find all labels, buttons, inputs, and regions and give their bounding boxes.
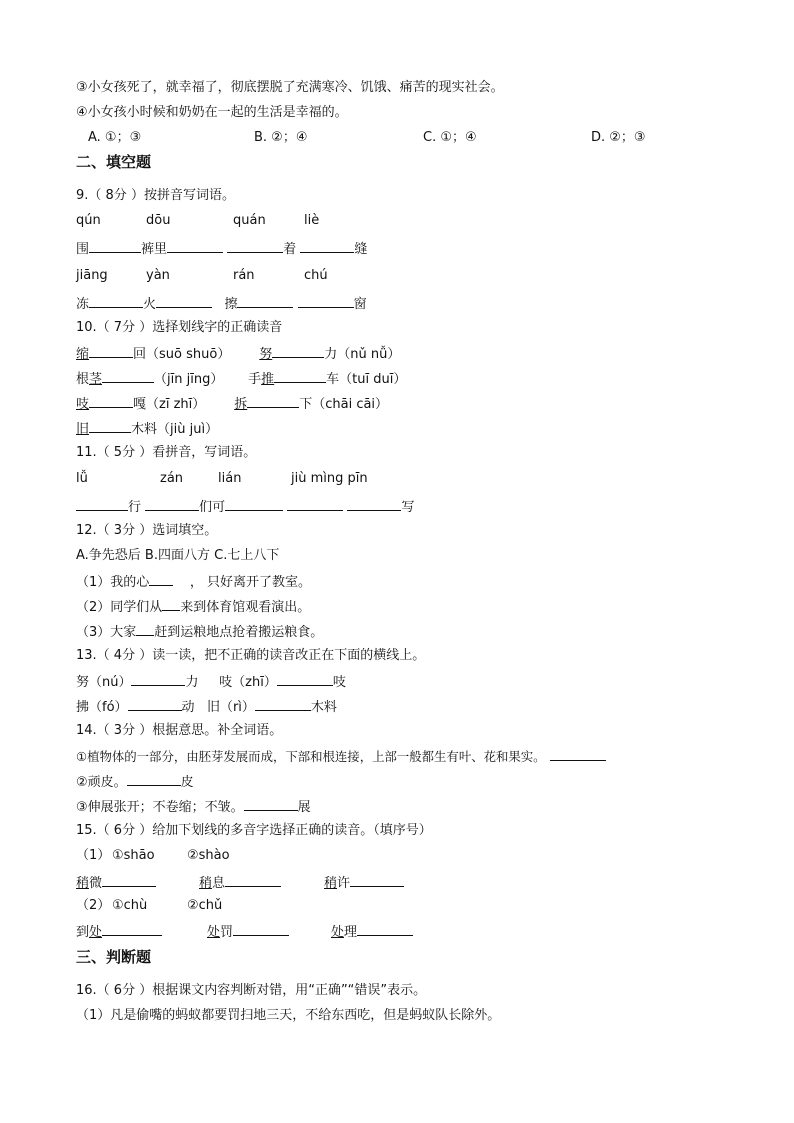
q10-row3 [76, 394, 388, 412]
q11-char: 写 [401, 500, 415, 515]
underlined-char: 旧 [76, 422, 90, 437]
q10-text: 力（nǔ nǚ） [324, 347, 401, 362]
underlined-char: 处 [207, 925, 221, 940]
q13-row1 [76, 672, 346, 690]
q8-statement-3: ③小女孩死了，就幸福了，彻底摆脱了充满寒冷、饥饿、痛苦的现实社会。 [76, 80, 504, 95]
answer-blank[interactable] [89, 394, 133, 408]
q14-text: ③伸展张开；不卷缩；不皱。 [76, 800, 244, 815]
answer-blank[interactable] [244, 797, 298, 811]
q8-statement-4: ④小女孩小时候和奶奶在一起的生活是幸福的。 [76, 105, 348, 120]
answer-blank[interactable] [89, 294, 143, 308]
q10-text: （jīn jīng） [154, 372, 224, 387]
q10-text: 根 [76, 372, 90, 387]
q9-pinyin: rán [233, 268, 255, 283]
q11-char: 行 [128, 500, 142, 515]
q15-word [76, 922, 162, 942]
q10-text: 车（tuī duī） [326, 372, 407, 387]
q15-option: ②shào [187, 848, 230, 863]
q11-stem: 11.（ 5分 ）看拼音，写词语。 [76, 445, 257, 460]
q14-item-3 [76, 797, 311, 815]
q8-option-a: A. ①；③ [88, 130, 142, 145]
section-heading-fill-in: 二、填空题 [76, 153, 152, 171]
q15-text: 许 [337, 876, 351, 891]
q8-option-c: C. ①；④ [423, 130, 477, 145]
q14-text: 皮 [180, 775, 194, 790]
q10-text: 下（chāi cāi） [299, 397, 389, 412]
underlined-char: 吱 [76, 397, 90, 412]
q10-row1 [76, 344, 400, 362]
q12-sentence-3 [76, 622, 323, 640]
section-heading-judgment: 三、判断题 [76, 948, 152, 966]
q9-char: 擦 [224, 297, 238, 312]
q11-char: 们可 [199, 500, 226, 515]
q16-statement-1: （1）凡是偷嘴的蚂蚁都要罚扫地三天，不给东西吃，但是蚂蚁队长除外。 [76, 1008, 501, 1023]
answer-blank[interactable] [550, 747, 606, 761]
q9-row1 [76, 239, 367, 257]
answer-blank[interactable] [277, 672, 333, 686]
answer-blank[interactable] [89, 239, 141, 253]
q11-row [76, 497, 414, 515]
answer-blank[interactable] [102, 922, 162, 936]
answer-blank[interactable] [76, 497, 128, 511]
q9-pinyin: quán [233, 213, 266, 228]
q11-pinyin: zán [160, 471, 184, 486]
underlined-char: 处 [89, 925, 103, 940]
answer-blank[interactable] [255, 697, 311, 711]
q12-text: 赶到运粮地点抢着搬运粮食。 [154, 625, 324, 640]
q11-pinyin: lián [218, 471, 242, 486]
q9-pinyin: chú [304, 268, 328, 283]
underlined-char: 稍 [324, 876, 338, 891]
q14-text: ②顽皮。 [76, 775, 127, 790]
answer-blank[interactable] [89, 344, 133, 358]
q10-text: 手 [248, 372, 262, 387]
underlined-char: 稍 [76, 876, 90, 891]
q15-group1-label: （1） [76, 848, 111, 863]
underlined-char: 缩 [76, 347, 90, 362]
answer-blank[interactable] [145, 497, 199, 511]
q13-text: 努（nú） [76, 675, 132, 690]
answer-blank[interactable] [225, 497, 283, 511]
q12-sentence-2 [76, 597, 310, 615]
q13-text: 旧（rì） [206, 700, 255, 715]
answer-blank[interactable] [149, 572, 173, 586]
q14-stem: 14.（ 3分 ）根据意思。补全词语。 [76, 723, 283, 738]
answer-blank[interactable] [131, 672, 185, 686]
q16-stem: 16.（ 6分 ）根据课文内容判断对错，用“正确”“错误”表示。 [76, 983, 427, 998]
q15-text: 息 [212, 876, 226, 891]
q11-pinyin: jiù mìng pīn [291, 471, 368, 486]
q9-char: 着 [283, 242, 297, 257]
q8-option-b: B. ②；④ [254, 130, 308, 145]
underlined-char: 处 [331, 925, 345, 940]
q13-text: 吱（zhī） [219, 675, 277, 690]
answer-blank[interactable] [298, 294, 354, 308]
q9-char: 缝 [354, 242, 368, 257]
answer-blank[interactable] [225, 873, 281, 887]
q13-text: 木料 [310, 700, 337, 715]
q12-text: （1）我的心 [76, 575, 150, 590]
q15-word [207, 922, 289, 942]
answer-blank[interactable] [162, 597, 180, 611]
q13-row2 [76, 697, 337, 715]
q10-text: 木料（jiù juì） [131, 422, 219, 437]
q12-text: （3）大家 [76, 625, 137, 640]
underlined-char: 努 [259, 347, 273, 362]
answer-blank[interactable] [156, 294, 212, 308]
q15-option: ①chù [112, 898, 148, 913]
q15-word [76, 873, 156, 893]
q15-text: 理 [344, 925, 358, 940]
q9-char: 窗 [353, 297, 367, 312]
q9-char: 围 [76, 242, 90, 257]
q15-text: 罚 [220, 925, 234, 940]
q9-row2 [76, 294, 367, 312]
q9-pinyin: dōu [146, 213, 171, 228]
answer-blank[interactable] [136, 622, 154, 636]
q9-char: 冻 [76, 297, 90, 312]
q12-text: ， 只好离开了教室。 [189, 575, 311, 590]
answer-blank[interactable] [287, 497, 343, 511]
answer-blank[interactable] [128, 697, 182, 711]
q8-option-d: D. ②；③ [591, 130, 646, 145]
answer-blank[interactable] [347, 497, 401, 511]
q15-word [199, 873, 281, 893]
q15-word [331, 922, 413, 942]
q14-item-2 [76, 772, 194, 790]
answer-blank[interactable] [167, 239, 223, 253]
q13-text: 动 [181, 700, 195, 715]
q9-pinyin: yàn [146, 268, 170, 283]
q14-text: ①植物体的一部分，由胚芽发展而成，下部和根连接，上部一般都生有叶、花和果实。 [76, 749, 546, 764]
answer-blank[interactable] [272, 344, 324, 358]
q13-text: 吱 [332, 675, 346, 690]
q14-item-1 [76, 747, 606, 765]
q10-text: 回（suō shuō） [133, 347, 231, 362]
q12-stem: 12.（ 3分 ）选词填空。 [76, 523, 218, 538]
q12-options: A.争先恐后 B.四面八方 C.七上八下 [76, 548, 280, 563]
answer-blank[interactable] [102, 873, 156, 887]
q15-word [324, 873, 404, 893]
q10-text: 嘎（zī zhī） [133, 397, 206, 412]
answer-blank[interactable] [247, 394, 299, 408]
q9-stem: 9.（ 8分 ）按拼音写词语。 [76, 188, 235, 203]
q13-text: 拂（fó） [76, 700, 128, 715]
q13-text: 力 [185, 675, 199, 690]
q9-char: 裤里 [141, 242, 168, 257]
answer-blank[interactable] [227, 239, 283, 253]
q15-text: 微 [89, 876, 103, 891]
underlined-char: 稍 [199, 876, 213, 891]
q12-text: （2）同学们从 [76, 600, 163, 615]
q10-row4 [76, 419, 218, 437]
answer-blank[interactable] [300, 239, 354, 253]
answer-blank[interactable] [237, 294, 293, 308]
q15-text: 到 [76, 925, 90, 940]
q15-option: ②chǔ [187, 898, 223, 913]
q9-pinyin: qún [76, 213, 101, 228]
q14-text: 展 [297, 800, 311, 815]
answer-blank[interactable] [127, 772, 181, 786]
q12-sentence-1 [76, 572, 311, 590]
answer-blank[interactable] [357, 922, 413, 936]
answer-blank[interactable] [274, 369, 326, 383]
q12-text: 来到体育馆观看演出。 [180, 600, 311, 615]
answer-blank[interactable] [102, 369, 154, 383]
underlined-char: 茎 [89, 372, 103, 387]
q11-pinyin: lǚ [76, 471, 88, 486]
q10-row2 [76, 369, 406, 387]
q15-option: ①shāo [112, 848, 155, 863]
q13-stem: 13.（ 4分 ）读一读，把不正确的读音改正在下面的横线上。 [76, 648, 426, 663]
q9-pinyin: liè [304, 213, 320, 228]
answer-blank[interactable] [89, 419, 131, 433]
q9-char: 火 [143, 297, 157, 312]
answer-blank[interactable] [233, 922, 289, 936]
answer-blank[interactable] [350, 873, 404, 887]
underlined-char: 拆 [234, 397, 248, 412]
underlined-char: 推 [261, 372, 275, 387]
q15-stem: 15.（ 6分 ）给加下划线的多音字选择正确的读音。（填序号） [76, 823, 432, 838]
q9-pinyin: jiāng [76, 268, 108, 283]
q15-group2-label: （2） [76, 898, 111, 913]
q10-stem: 10.（ 7分 ）选择划线字的正确读音 [76, 320, 283, 335]
